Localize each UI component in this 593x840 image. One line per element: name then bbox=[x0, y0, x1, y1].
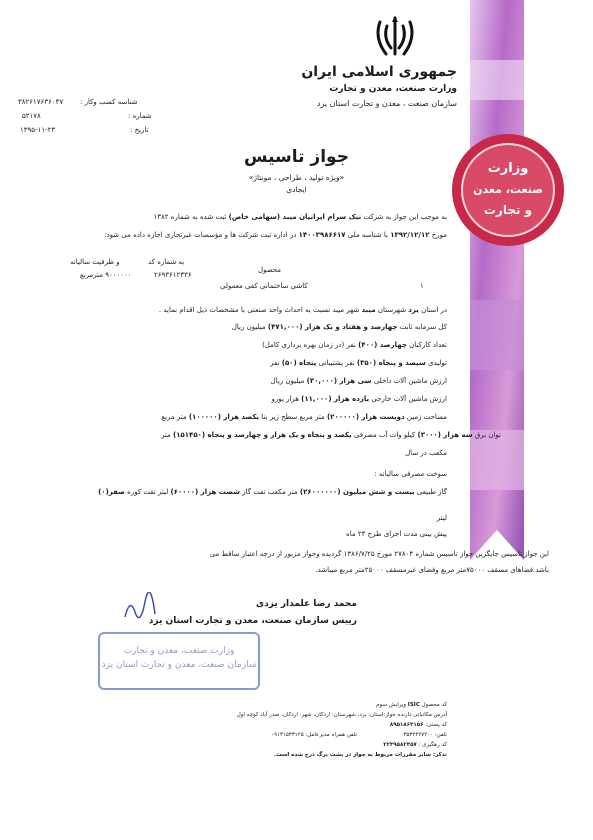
tracking-code-label: کد رهگیری : bbox=[418, 742, 447, 748]
signer-role: رییس سازمان صنعت، معدن و تجارت استان یزد bbox=[148, 616, 357, 626]
product-capacity: ۹۰۰۰۰۰۰ مترمربع bbox=[80, 271, 132, 279]
power-label: توان برق bbox=[474, 431, 501, 439]
domestic-label: ارزش ماشین آلات داخلی bbox=[373, 377, 447, 385]
footer-tracking bbox=[383, 742, 447, 748]
col-capacity-header: و ظرفیت سالیانه bbox=[70, 258, 120, 266]
support-unit: نفر bbox=[270, 359, 280, 367]
iran-emblem-icon bbox=[370, 14, 420, 62]
province: یزد bbox=[408, 306, 419, 314]
tracking-label: شناسه کسب وکار : bbox=[80, 98, 138, 106]
signer-name: محمد رضا علمدار یزدی bbox=[255, 599, 357, 609]
period-line: پیش بینی مدت اجرای طرح ۲۴ ماه bbox=[346, 530, 447, 538]
location-line bbox=[159, 306, 447, 314]
header-organization: سازمان صنعت ، معدن و تجارت استان یزد bbox=[316, 99, 457, 108]
title-subtitle: «ویژه تولید ، طراحی ، مونتاژ» bbox=[248, 173, 345, 182]
water-value: یکصد و پنجاه و یک هزار و چهارصد و پنجاه (۱۵۱۴۵۰) bbox=[173, 431, 352, 439]
product-name: کاشی ساختمانی کفی معمولی bbox=[220, 282, 308, 290]
fuel-label: سوخت مصرفی سالیانه : bbox=[374, 470, 447, 478]
location-a: در استان bbox=[421, 306, 447, 314]
decorative-ribbon bbox=[462, 0, 532, 560]
footer-note: تذکر: سایر مقررات مربوط به جواز در پشت برگ درج شده است. bbox=[274, 752, 447, 758]
intro-permission-text: در اداره ثبت شرکت ها و مؤسسات غیرتجاری اجازه داده می شود: bbox=[104, 231, 297, 239]
building-value: یکصد هزار (۱۰۰۰۰۰) bbox=[188, 413, 260, 421]
intro-line-1 bbox=[154, 213, 448, 221]
page-title: جواز تاسیس bbox=[244, 147, 349, 167]
company-name: نیک سرام ایرانیان میبد (سهامی خاص) bbox=[228, 213, 362, 221]
date-label: تاریخ : bbox=[130, 126, 149, 134]
capital-label: کل سرمایه ثابت bbox=[399, 323, 447, 331]
license-type: ایجادی bbox=[286, 185, 307, 194]
diesel-unit: لیتر bbox=[158, 488, 169, 496]
registration-date: ۱۳۹۲/۱۲/۱۲ bbox=[390, 231, 430, 239]
intro-text-a: به موجب این جواز به شرکت bbox=[363, 213, 447, 221]
gas-unit: متر مکعب bbox=[267, 488, 298, 496]
header-ministry: وزارت صنعت، معدن و تجارت bbox=[329, 84, 457, 94]
tracking-value: ۳۸۲۶۱۷۶۳۶۰۴۷ bbox=[18, 98, 64, 106]
water-unit-a: متر bbox=[161, 431, 171, 439]
production-line bbox=[270, 359, 447, 367]
seal-line1: وزارت bbox=[487, 161, 529, 176]
domestic-value: سی هزار (۳۰,۰۰۰) bbox=[306, 377, 372, 385]
postal-code: ۸۹۵۱۸۶۴۱۵۶ bbox=[389, 722, 424, 728]
water-label: آب مصرفی bbox=[353, 431, 388, 439]
gas-line bbox=[98, 488, 447, 496]
seal-line3: و تجارت bbox=[483, 203, 533, 217]
location-c: شهرستان bbox=[377, 306, 407, 314]
official-stamp bbox=[98, 632, 260, 690]
foreign-value: یازده هزار (۱۱,۰۰۰) bbox=[301, 395, 370, 403]
liter-line: لیتر bbox=[436, 514, 447, 522]
land-unit: متر مربع bbox=[299, 413, 325, 421]
water-unit-line: مکعب در سال bbox=[405, 449, 447, 457]
phone: تلفن: ۰۳۵۳۲۲۲۷۲۰۰ bbox=[400, 732, 447, 738]
fueloil-value: صفر(۰) bbox=[98, 488, 125, 496]
stamp-line1: وزارت صنعت، معدن و تجارت bbox=[123, 646, 235, 656]
capital-value: چهارصد و هفتاد و یک هزار (۴۷۱,۰۰۰) bbox=[267, 323, 398, 331]
building-label: سطح زیر بنا bbox=[261, 413, 298, 421]
number-label: شماره : bbox=[128, 112, 152, 120]
note-line-2: باشد.فضاهای مسقف ۷۵۰۰۰متر مربع وفضای غیرمسقف ۲۵۰۰۰متر مربع میباشد. bbox=[315, 566, 549, 574]
product-code: ۲۶۹۳۶۱۲۳۳۶ bbox=[154, 271, 192, 279]
domestic-unit: میلیون ریال bbox=[270, 377, 305, 385]
seal-line2: صنعت، معدن bbox=[473, 183, 543, 196]
land-value: دویست هزار (۲۰۰۰۰۰) bbox=[326, 413, 405, 421]
col-product-header: محصول bbox=[258, 266, 282, 274]
national-id: ۱۴۰۰۳۹۸۶۶۱۷ bbox=[298, 231, 346, 239]
land-line bbox=[161, 413, 447, 421]
power-value: سه هزار (۳۰۰۰) bbox=[417, 431, 473, 439]
intro-date-label: مورخ bbox=[431, 231, 447, 239]
diesel-label: نفت گاز bbox=[242, 488, 266, 496]
note-line-1: این جواز تاسیس جایگزین جواز تاسیس شماره ۲۷۸۰۴ مورخ ۱۳۸۶/۷/۲۵ گردیده وجواز مزبور از درجه اعتبار ساقط می bbox=[209, 550, 549, 558]
foreign-label: ارزش ماشین آلات خارجی bbox=[371, 395, 447, 403]
isic-code: ISIC bbox=[407, 702, 420, 708]
stamp-line2: سازمان صنعت، معدن و تجارت استان یزد bbox=[101, 660, 257, 670]
building-unit: متر مربع bbox=[161, 413, 187, 421]
date-value: ۱۳۹۵-۱۱-۲۳ bbox=[20, 126, 56, 134]
signature-scribble bbox=[120, 592, 160, 622]
domestic-machinery-line bbox=[271, 377, 447, 385]
gas-label: گاز طبیعی bbox=[416, 488, 447, 496]
intro-text-c: ثبت شده به شماره ۱۳۸۲ bbox=[153, 213, 227, 221]
power-unit: کیلو وات bbox=[389, 431, 416, 439]
capital-unit: میلیون ریال bbox=[231, 323, 266, 331]
product-index: ۱ bbox=[420, 282, 424, 290]
foreign-machinery-line bbox=[271, 395, 447, 403]
postal-label: کد پستی: bbox=[425, 722, 447, 728]
diesel-value: شصت هزار (۶۰۰۰۰) bbox=[170, 488, 240, 496]
power-water-line bbox=[161, 431, 501, 439]
fueloil-label: نفت کوره bbox=[127, 488, 156, 496]
header-republic: جمهوری اسلامی ایران bbox=[301, 64, 457, 80]
footer-phones bbox=[271, 732, 447, 738]
workers-value: چهارصد (۴۰۰) bbox=[358, 341, 407, 349]
production-label: تولیدی bbox=[428, 359, 447, 367]
workers-unit: نفر (در زمان بهره برداری کامل) bbox=[262, 341, 356, 349]
footer-address: آدرس مکاتباتی دارنده جواز:استان: یزد، شهرستان: اردکان، شهر: اردکان، صدر آباد کوچه اول bbox=[236, 712, 447, 718]
land-label: مساحت زمین bbox=[406, 413, 447, 421]
workers-line bbox=[262, 341, 447, 349]
isic-edition: ویرایش سوم bbox=[376, 702, 407, 708]
capital-line bbox=[232, 323, 447, 331]
number-value: ۵۲۱۷۸ bbox=[22, 112, 41, 120]
city: میبد bbox=[361, 306, 376, 314]
workers-label: تعداد کارکنان bbox=[409, 341, 447, 349]
production-value: سیصد و پنجاه (۳۵۰) bbox=[356, 359, 426, 367]
isic-label: کد محصول bbox=[421, 702, 447, 708]
foreign-unit: هزار یورو bbox=[271, 395, 299, 403]
gas-value: بیست و شش میلیون (۲۶۰۰۰۰۰۰) bbox=[299, 488, 415, 496]
ceo-mobile: تلفن همراه مدیرعامل: ۰۹۱۳۱۵۳۳۱۲۵ bbox=[271, 732, 358, 738]
national-id-label: با شناسه ملی bbox=[347, 231, 388, 239]
footer-postal bbox=[390, 722, 447, 728]
support-label: نفر پشتیبانی bbox=[318, 359, 355, 367]
support-value: پنجاه (۵۰) bbox=[281, 359, 317, 367]
col-code-header: به شماره کد bbox=[148, 258, 185, 266]
footer-isic bbox=[376, 702, 447, 708]
location-e: شهر میبد نسبت به احداث واحد صنعتی با مشخصات ذیل اقدام نماید . bbox=[158, 306, 360, 314]
intro-line-2 bbox=[104, 231, 447, 239]
tracking-code: ۲۲۴۹۵۸۲۴۵۷ bbox=[383, 742, 417, 748]
